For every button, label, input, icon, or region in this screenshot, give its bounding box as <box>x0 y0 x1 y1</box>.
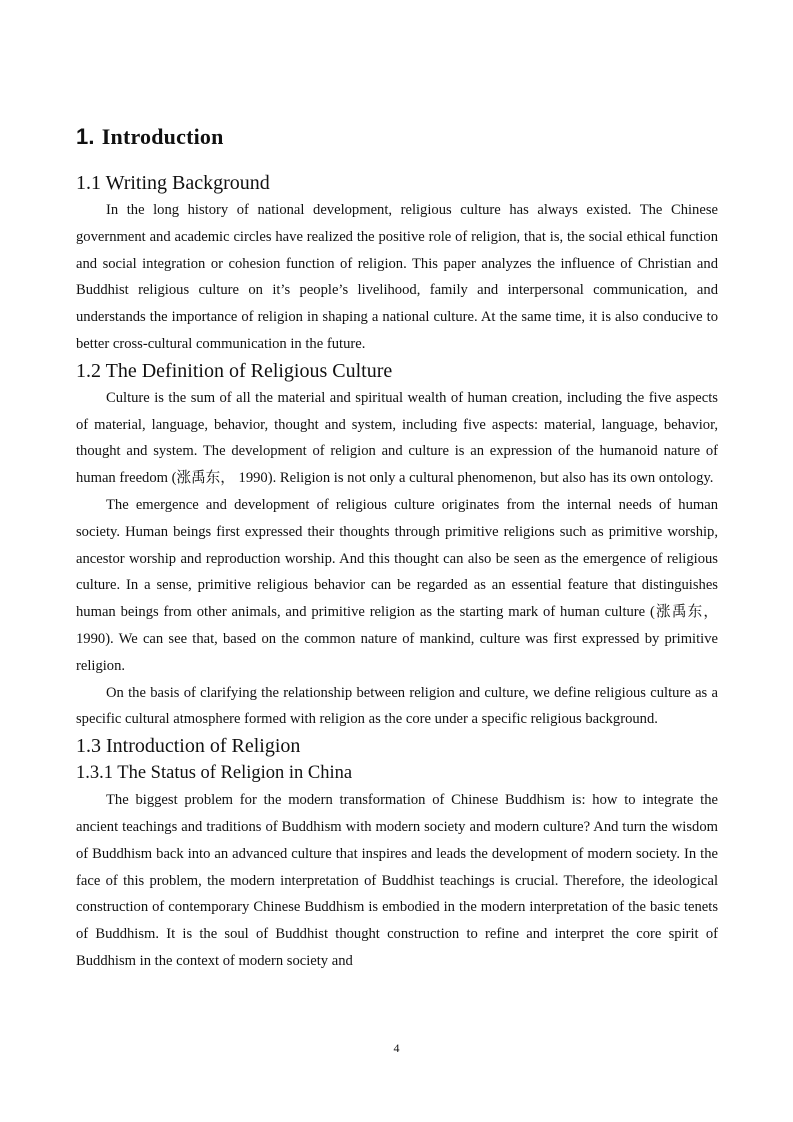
section-heading-1-3: 1.3 Introduction of Religion <box>76 735 301 758</box>
paragraph: The biggest problem for the modern transformation of Chinese Buddhism is: how to integrate the ancient teachings and traditions of Buddhism with modern society and modern culture? And turn the wisdom of Buddhism back into an advanced culture that inspires and leads the development of modern society. In the face of this problem, the modern interpretation of Buddhist teachings is crucial. Therefore, the ideological construction of contemporary Chinese Buddhism is embodied in the modern interpretation of the basic tenets of Buddhism. It is the soul of Buddhist thought construction to refine and interpret the core spirit of Buddhism in the context of modern society and <box>76 792 718 969</box>
chapter-number: 1. <box>76 124 95 149</box>
chapter-title: Introduction <box>101 124 224 149</box>
chapter-heading <box>76 122 718 152</box>
page-number: 4 <box>393 1041 400 1055</box>
paragraph: On the basis of clarifying the relationship between religion and culture, we define religious culture as a specific cultural atmosphere formed with religion as the core under a specific religious background. <box>76 684 718 728</box>
paragraph: In the long history of national development, religious culture has always existed. The Chinese government and academic circles have realized the positive role of religion, that is, the social ethical function and social integration or cohesion function of religion. This paper analyzes the influence of Christian and Buddhist religious culture on it’s people’s livelihood, family and interpersonal communication, and understands the importance of religion in shaping a national culture. At the same time, it is also conducive to better cross-cultural communication in the future. <box>76 202 718 352</box>
subsection-heading-1-3-1: 1.3.1 The Status of Religion in China <box>76 763 353 784</box>
section-heading-1-2: 1.2 The Definition of Religious Culture <box>76 359 393 382</box>
paragraph: The emergence and development of religious culture originates from the internal needs of human society. Human beings first expressed their thoughts through primitive religions such as primitive worship, ancestor worship and reproduction worship. And this thought can also be seen as the emergence of religious culture. In a sense, primitive religious behavior can be regarded as an essential feature that distinguishes human beings from other animals, and primitive religion as the starting mark of human culture (涨禹东，1990). We can see that, based on the common nature of mankind, culture was first expressed by primitive religion. <box>76 496 718 674</box>
paragraph: Culture is the sum of all the material and spiritual wealth of human creation, including the five aspects of material, language, behavior, thought and system, including five aspects: material, language, behavior, thought and system. The development of religion and culture is an expression of the humanoid nature of human freedom (涨禹东， 1990). Religion is not only a cultural phenomenon, but also has its own ontology. <box>76 389 718 487</box>
section-heading-1-1: 1.1 Writing Background <box>76 172 270 194</box>
page-content <box>76 122 718 975</box>
